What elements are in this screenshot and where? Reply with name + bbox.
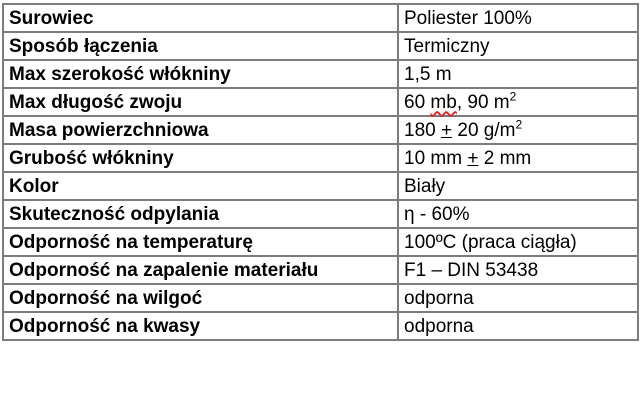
spellcheck-marked-text: mb: [430, 91, 457, 113]
value-part: 180: [404, 119, 441, 141]
table-row: [3, 312, 638, 340]
value-part: 20 g/m: [452, 119, 516, 141]
row-value: F1 – DIN 53438: [398, 256, 638, 284]
plus-minus-sign: +: [440, 119, 453, 141]
table-row: [3, 228, 638, 256]
row-value: Biały: [398, 172, 638, 200]
row-label: Grubość włókniny: [3, 144, 398, 172]
table-row: [3, 144, 638, 172]
row-label: Odporność na kwasy: [3, 312, 398, 340]
table-row: [3, 4, 638, 32]
table-row: [3, 200, 638, 228]
row-value: Termiczny: [398, 32, 638, 60]
superscript: 2: [509, 89, 517, 104]
value-part: 10 mm: [404, 147, 468, 169]
row-label: Masa powierzchniowa: [3, 116, 398, 144]
row-value: [398, 144, 638, 172]
row-value: 100ºC (praca ciągła): [398, 228, 638, 256]
row-label: Skuteczność odpylania: [3, 200, 398, 228]
value-part: 2 mm: [478, 147, 532, 169]
table-row: [3, 60, 638, 88]
row-label: Surowiec: [3, 4, 398, 32]
table-row: [3, 116, 638, 144]
table-row: [3, 256, 638, 284]
spec-table: [2, 3, 639, 341]
row-label: Max długość zwoju: [3, 88, 398, 116]
row-label: Sposób łączenia: [3, 32, 398, 60]
value-part: , 90 m: [456, 91, 510, 113]
row-value: η - 60%: [398, 200, 638, 228]
superscript: 2: [515, 117, 523, 132]
table-row: [3, 32, 638, 60]
row-value: odporna: [398, 312, 638, 340]
row-value: [398, 116, 638, 144]
row-label: Odporność na zapalenie materiału: [3, 256, 398, 284]
value-part: 60: [404, 91, 431, 113]
row-value: Poliester 100%: [398, 4, 638, 32]
table-row: [3, 172, 638, 200]
row-label: Odporność na wilgoć: [3, 284, 398, 312]
row-label: Odporność na temperaturę: [3, 228, 398, 256]
row-value: odporna: [398, 284, 638, 312]
table-row: [3, 284, 638, 312]
table-row: [3, 88, 638, 116]
row-label: Max szerokość włókniny: [3, 60, 398, 88]
row-value: 1,5 m: [398, 60, 638, 88]
row-value: [398, 88, 638, 116]
row-label: Kolor: [3, 172, 398, 200]
plus-minus-sign: +: [467, 147, 479, 169]
